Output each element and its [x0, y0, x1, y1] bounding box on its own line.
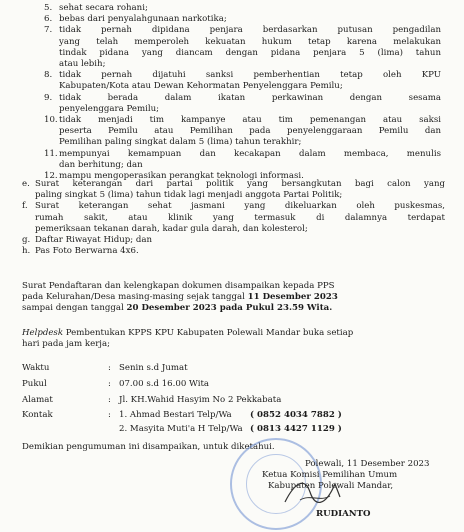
requirement-number: 10.	[44, 115, 58, 125]
info-colon: :	[108, 395, 111, 405]
requirement-text: tidak pernah dijatuhi sanksi pemberhentian tetap oleh KPU	[59, 70, 441, 81]
requirement-text: bebas dari penyalahgunaan narkotika;	[59, 14, 227, 25]
contact-phone[interactable]: ( 0813 4427 1129 )	[250, 424, 342, 434]
document-item-text: Daftar Riwayat Hidup; dan	[35, 235, 153, 245]
submission-line-1	[22, 281, 335, 291]
closing-sentence: Demikian pengumuman ini disampaikan, untuk diketahui.	[22, 442, 275, 452]
document-item-number: g.	[22, 235, 31, 245]
info-colon: :	[108, 379, 111, 389]
info-label: Pukul	[22, 379, 47, 389]
document-item-number: h.	[22, 246, 31, 257]
requirement-number: 9.	[44, 92, 53, 103]
requirement-text: tidak pernah dipidana penjara berdasarkan putusan pengadilan	[59, 25, 441, 36]
helpdesk-text: hari pada jam kerja;	[22, 339, 110, 349]
requirement-text: mampu mengoperasikan perangkat teknologi informasi.	[59, 171, 304, 181]
closing-text	[22, 442, 275, 452]
requirement-number: 11.	[44, 148, 58, 159]
document-item-number: f.	[22, 201, 28, 212]
signatory-name	[316, 509, 371, 519]
contact-colon: :	[108, 410, 111, 420]
place-date-text: Polewali, 11 Desember 2023	[305, 459, 430, 469]
document-item-text: rumah sakit, atau klinik yang termasuk di dalamnya terdapat	[35, 212, 445, 223]
requirement-number: 8.	[44, 70, 53, 81]
signature-title-text: Kabupaten Polewali Mandar,	[268, 481, 394, 491]
info-value: Senin s.d Jumat	[119, 363, 188, 373]
requirement-number: 6.	[44, 14, 53, 25]
requirement-number: 5.	[44, 3, 53, 13]
requirement-text: Pemilihan paling singkat dalam 5 (lima) tahun terakhir;	[59, 137, 302, 148]
deadline: 20 Desember 2023 pada Pukul 23.59 Wita.	[126, 303, 333, 313]
submission-line-2	[22, 292, 338, 302]
contact-label-text: Kontak	[22, 410, 53, 420]
signature-title-text: Ketua Komisi Pemilihan Umum	[262, 470, 398, 480]
requirement-text: atau lebih;	[59, 59, 106, 69]
contact-name: 1. Ahmad Bestari Telp/Wa	[119, 410, 232, 420]
signature-place-date	[305, 459, 429, 469]
document-item-text: Surat keterangan sehat jasmani yang dikeluarkan oleh puskesmas,	[35, 201, 445, 212]
document-item-text: Pas Foto Berwarna 4x6.	[35, 246, 139, 257]
info-colon: :	[108, 363, 111, 373]
contact-phone[interactable]: ( 0852 4034 7882 )	[250, 410, 342, 420]
helpdesk-line-2	[22, 339, 110, 349]
requirement-number: 7.	[44, 25, 53, 36]
requirement-text: dan berhitung; dan	[59, 159, 143, 170]
submission-line-3	[22, 303, 332, 313]
requirement-text: sehat secara rohani;	[59, 3, 148, 13]
info-value: Jl. KH.Wahid Hasyim No 2 Pekkabata	[119, 395, 282, 405]
submission-text: Surat Pendaftaran dan kelengkapan dokumen disampaikan kepada PPS	[22, 281, 335, 291]
requirement-text: tidak menjadi tim kampanye atau tim pemenangan atau saksi	[59, 115, 441, 125]
helpdesk-line-1	[22, 328, 353, 338]
contact-name: 2. Masyita Muti'a H Telp/Wa	[119, 424, 243, 434]
requirement-text: tidak berada dalam ikatan perkawinan dengan sesama	[59, 92, 441, 103]
info-label: Waktu	[22, 363, 50, 373]
info-label: Alamat	[22, 395, 53, 405]
helpdesk-text: Pembentukan KPPS KPU Kabupaten Polewali Mandar buka setiap	[63, 328, 354, 338]
document-item-number: e.	[22, 179, 30, 189]
requirement-text: Kabupaten/Kota atau Dewan Kehormatan Penyelenggara Pemilu;	[59, 81, 343, 92]
info-value: 07.00 s.d 16.00 Wita	[119, 379, 210, 389]
handwritten-signature	[280, 472, 350, 512]
contact-label	[22, 410, 53, 420]
submission-text: sampai dengan tanggal	[22, 303, 127, 313]
helpdesk-label: Helpdesk	[22, 328, 64, 338]
requirement-number: 12.	[44, 171, 58, 181]
signatory-name-text: RUDIANTO	[316, 509, 371, 519]
requirement-text: mempunyai kemampuan dan kecakapan dalam membaca, menulis	[59, 148, 441, 159]
start-date: 11 Desember 2023	[247, 292, 338, 302]
requirement-text: peserta Pemilu atau Pemilihan pada penyelenggaraan Pemilu dan	[59, 126, 441, 137]
requirement-text: tindak pidana yang diancam dengan pidana penjara 5 (lima) tahun	[59, 47, 441, 58]
requirement-text: yang telah memperoleh kekuatan hukum tetap karena melakukan	[59, 36, 441, 47]
requirement-text: penyelenggara Pemilu;	[59, 103, 160, 114]
document-item-text: Surat keterangan dari partai politik yang bersangkutan bagi calon yang	[35, 179, 445, 189]
submission-text: pada Kelurahan/Desa masing-masing sejak tanggal	[22, 292, 248, 302]
document-item-text: paling singkat 5 (lima) tahun tidak lagi menjadi anggota Partai Politik;	[35, 190, 343, 201]
document-item-text: pemeriksaan tekanan darah, kadar gula darah, dan kolesterol;	[35, 223, 308, 234]
